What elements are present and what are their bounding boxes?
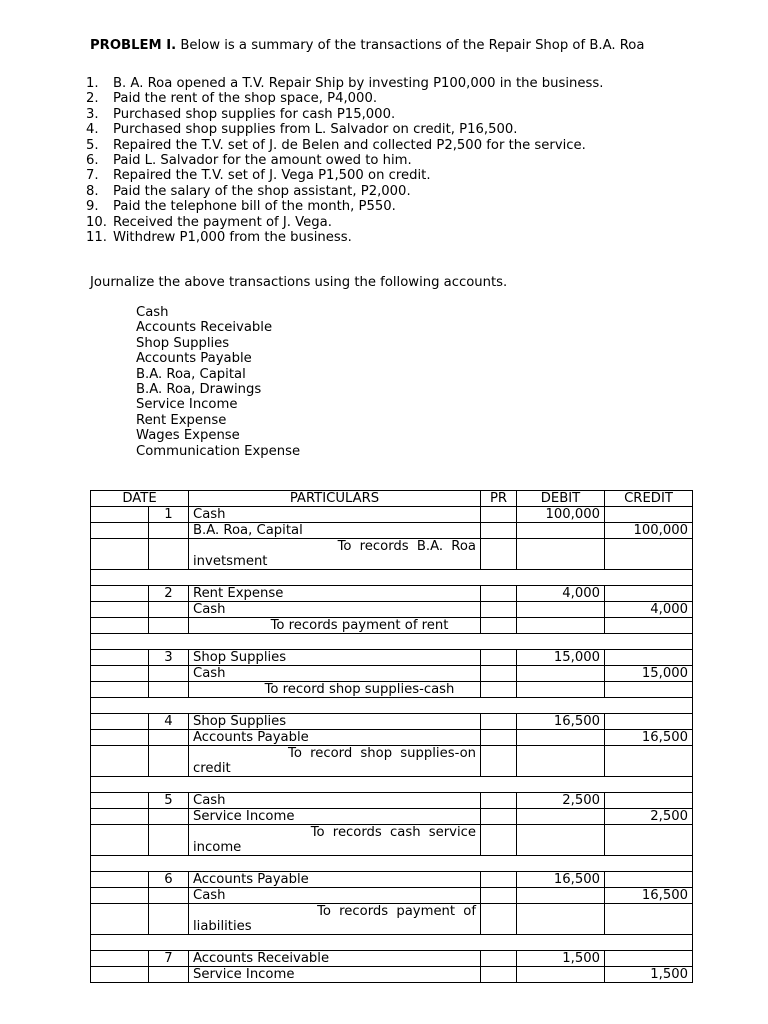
journal-credit-row <box>91 730 693 746</box>
pr-cell <box>481 809 517 825</box>
credit-amount: 1,500 <box>605 967 693 983</box>
credit-account: B.A. Roa, Capital <box>189 523 481 539</box>
credit-amount: 100,000 <box>605 523 693 539</box>
journal-description-row <box>91 539 693 570</box>
month-cell <box>91 967 149 983</box>
transaction-item <box>86 184 686 199</box>
header-debit: DEBIT <box>517 491 605 507</box>
problem-intro <box>90 38 690 53</box>
journal-description-row <box>91 825 693 856</box>
header-date: DATE <box>91 491 189 507</box>
transaction-text: Purchased shop supplies for cash P15,000. <box>113 106 396 122</box>
transaction-number: 9. <box>86 199 99 215</box>
transaction-text: Received the payment of J. Vega. <box>113 214 332 230</box>
month-cell <box>91 951 149 967</box>
transaction-text: Paid L. Salvador for the amount owed to him. <box>113 153 412 169</box>
pr-cell <box>481 967 517 983</box>
month-cell <box>91 825 149 856</box>
entry-description <box>189 746 481 777</box>
spacer-cell <box>91 777 693 793</box>
account-item: B.A. Roa, Drawings <box>136 382 262 398</box>
transaction-number: 4. <box>86 122 99 138</box>
description-line: To record shop supplies-cash <box>264 682 455 697</box>
transaction-text: Repaired the T.V. set of J. de Belen and collected P2,500 for the service. <box>113 137 586 153</box>
day-cell <box>149 730 189 746</box>
pr-cell <box>481 714 517 730</box>
journal-description-row <box>91 904 693 935</box>
journal-credit-row <box>91 967 693 983</box>
spacer-cell <box>91 634 693 650</box>
credit-empty <box>605 650 693 666</box>
account-item: Cash <box>136 305 169 320</box>
day-cell: 2 <box>149 586 189 602</box>
debit-empty <box>517 888 605 904</box>
transaction-item <box>86 153 686 168</box>
transaction-text: Purchased shop supplies from L. Salvador on credit, P16,500. <box>113 122 518 138</box>
debit-empty <box>517 666 605 682</box>
day-cell <box>149 888 189 904</box>
transaction-number: 1. <box>86 76 99 91</box>
journal-description-row <box>91 682 693 698</box>
credit-empty <box>605 586 693 602</box>
pr-cell <box>481 825 517 856</box>
debit-empty <box>517 682 605 698</box>
credit-amount: 2,500 <box>605 809 693 825</box>
journal-spacer-row <box>91 634 693 650</box>
debit-account: Accounts Receivable <box>189 951 481 967</box>
day-cell <box>149 809 189 825</box>
account-item: Accounts Payable <box>136 351 252 367</box>
month-cell <box>91 872 149 888</box>
transaction-item <box>86 215 686 230</box>
credit-empty <box>605 951 693 967</box>
transaction-text: Repaired the T.V. set of J. Vega P1,500 on credit. <box>113 168 431 184</box>
credit-empty <box>605 872 693 888</box>
credit-empty <box>605 618 693 634</box>
journal-debit-row <box>91 872 693 888</box>
month-cell <box>91 730 149 746</box>
account-item: Accounts Receivable <box>136 320 273 336</box>
transaction-text: Paid the telephone bill of the month, P550. <box>113 199 396 215</box>
month-cell <box>91 523 149 539</box>
transaction-item <box>86 230 686 245</box>
pr-cell <box>481 888 517 904</box>
transaction-number: 6. <box>86 153 99 169</box>
month-cell <box>91 539 149 570</box>
debit-amount: 16,500 <box>517 714 605 730</box>
journal-debit-row <box>91 951 693 967</box>
journal-header-row <box>91 491 693 507</box>
credit-amount: 16,500 <box>605 888 693 904</box>
month-cell <box>91 746 149 777</box>
debit-empty <box>517 967 605 983</box>
debit-amount: 4,000 <box>517 586 605 602</box>
journal-spacer-row <box>91 570 693 586</box>
header-pr: PR <box>481 491 517 507</box>
entry-description <box>189 682 481 698</box>
credit-empty <box>605 746 693 777</box>
pr-cell <box>481 586 517 602</box>
day-cell: 5 <box>149 793 189 809</box>
credit-account: Service Income <box>189 967 481 983</box>
day-cell: 7 <box>149 951 189 967</box>
transaction-text: B. A. Roa opened a T.V. Repair Ship by investing P100,000 in the business. <box>113 76 604 91</box>
pr-cell <box>481 793 517 809</box>
pr-cell <box>481 523 517 539</box>
debit-empty <box>517 809 605 825</box>
spacer-cell <box>91 935 693 951</box>
day-cell: 4 <box>149 714 189 730</box>
account-item: Service Income <box>136 397 238 413</box>
credit-empty <box>605 539 693 570</box>
journal-spacer-row <box>91 698 693 714</box>
pr-cell <box>481 872 517 888</box>
credit-account: Cash <box>189 602 481 618</box>
journal-credit-row <box>91 523 693 539</box>
month-cell <box>91 793 149 809</box>
transaction-text: Paid the salary of the shop assistant, P2,000. <box>113 183 411 199</box>
debit-amount: 1,500 <box>517 951 605 967</box>
journal-body <box>91 507 693 983</box>
journal-credit-row <box>91 888 693 904</box>
month-cell <box>91 666 149 682</box>
journal-debit-row <box>91 586 693 602</box>
description-line: To record shop supplies-on <box>288 746 476 761</box>
month-cell <box>91 618 149 634</box>
account-list <box>136 305 300 459</box>
debit-account: Shop Supplies <box>189 650 481 666</box>
transaction-item <box>86 168 686 183</box>
pr-cell <box>481 746 517 777</box>
month-cell <box>91 602 149 618</box>
transaction-number: 2. <box>86 91 99 107</box>
problem-intro-text: Below is a summary of the transactions of the Repair Shop of B.A. Roa <box>180 38 645 53</box>
spacer-cell <box>91 698 693 714</box>
journal-debit-row <box>91 714 693 730</box>
account-item: Communication Expense <box>136 443 301 459</box>
transaction-text: Paid the rent of the shop space, P4,000. <box>113 91 378 107</box>
transaction-number: 10. <box>86 214 107 230</box>
account-item: Wages Expense <box>136 428 240 444</box>
day-cell <box>149 825 189 856</box>
pr-cell <box>481 666 517 682</box>
day-cell: 6 <box>149 872 189 888</box>
account-item: B.A. Roa, Capital <box>136 366 246 382</box>
day-cell <box>149 682 189 698</box>
transaction-list <box>86 76 686 245</box>
spacer-cell <box>91 570 693 586</box>
debit-account: Cash <box>189 507 481 523</box>
spacer-cell <box>91 856 693 872</box>
day-cell <box>149 904 189 935</box>
month-cell <box>91 714 149 730</box>
credit-amount: 16,500 <box>605 730 693 746</box>
day-cell <box>149 967 189 983</box>
transaction-item <box>86 122 686 137</box>
header-credit: CREDIT <box>605 491 693 507</box>
month-cell <box>91 507 149 523</box>
day-cell <box>149 523 189 539</box>
journal-description-row <box>91 618 693 634</box>
credit-account: Cash <box>189 888 481 904</box>
credit-account: Service Income <box>189 809 481 825</box>
description-continuation: invetsment <box>193 554 268 569</box>
pr-cell <box>481 539 517 570</box>
debit-empty <box>517 730 605 746</box>
description-line: To records payment of <box>317 904 476 919</box>
debit-account: Cash <box>189 793 481 809</box>
day-cell: 1 <box>149 507 189 523</box>
credit-account: Accounts Payable <box>189 730 481 746</box>
transaction-item <box>86 91 686 106</box>
transaction-number: 11. <box>86 230 107 246</box>
credit-account: Cash <box>189 666 481 682</box>
header-particulars: PARTICULARS <box>189 491 481 507</box>
debit-empty <box>517 523 605 539</box>
journal-description-row <box>91 746 693 777</box>
entry-description <box>189 904 481 935</box>
journal-table <box>90 490 693 983</box>
pr-cell <box>481 682 517 698</box>
debit-account: Accounts Payable <box>189 872 481 888</box>
day-cell <box>149 618 189 634</box>
debit-empty <box>517 746 605 777</box>
entry-description <box>189 825 481 856</box>
journal-debit-row <box>91 793 693 809</box>
transaction-number: 3. <box>86 106 99 122</box>
debit-amount: 15,000 <box>517 650 605 666</box>
month-cell <box>91 809 149 825</box>
transaction-number: 5. <box>86 137 99 153</box>
instruction-text: Journalize the above transactions using the following accounts. <box>90 275 508 290</box>
credit-empty <box>605 904 693 935</box>
credit-amount: 4,000 <box>605 602 693 618</box>
month-cell <box>91 650 149 666</box>
debit-amount: 16,500 <box>517 872 605 888</box>
pr-cell <box>481 602 517 618</box>
day-cell <box>149 539 189 570</box>
journal-credit-row <box>91 809 693 825</box>
day-cell <box>149 666 189 682</box>
debit-empty <box>517 904 605 935</box>
debit-empty <box>517 539 605 570</box>
journal-credit-row <box>91 602 693 618</box>
description-continuation: liabilities <box>193 919 252 934</box>
transaction-item <box>86 138 686 153</box>
credit-empty <box>605 793 693 809</box>
pr-cell <box>481 730 517 746</box>
description-line: To records payment of rent <box>270 618 449 633</box>
entry-description <box>189 618 481 634</box>
transaction-item <box>86 199 686 214</box>
transaction-number: 7. <box>86 168 99 184</box>
transaction-item <box>86 107 686 122</box>
journal-credit-row <box>91 666 693 682</box>
description-line: To records B.A. Roa <box>337 539 476 554</box>
credit-empty <box>605 507 693 523</box>
description-continuation: credit <box>193 761 231 776</box>
debit-amount: 2,500 <box>517 793 605 809</box>
day-cell <box>149 602 189 618</box>
account-item: Shop Supplies <box>136 335 230 351</box>
pr-cell <box>481 507 517 523</box>
pr-cell <box>481 951 517 967</box>
credit-empty <box>605 825 693 856</box>
debit-empty <box>517 602 605 618</box>
description-continuation: income <box>193 840 242 855</box>
account-item: Rent Expense <box>136 412 227 428</box>
credit-empty <box>605 682 693 698</box>
journal-spacer-row <box>91 777 693 793</box>
debit-account: Rent Expense <box>189 586 481 602</box>
day-cell: 3 <box>149 650 189 666</box>
month-cell <box>91 904 149 935</box>
pr-cell <box>481 650 517 666</box>
transaction-item <box>86 76 686 91</box>
journal-spacer-row <box>91 935 693 951</box>
day-cell <box>149 746 189 777</box>
description-line: To records cash service <box>310 825 476 840</box>
transaction-number: 8. <box>86 183 99 199</box>
debit-empty <box>517 825 605 856</box>
journal-spacer-row <box>91 856 693 872</box>
transaction-text: Withdrew P1,000 from the business. <box>113 230 352 246</box>
journal-debit-row <box>91 650 693 666</box>
month-cell <box>91 888 149 904</box>
debit-empty <box>517 618 605 634</box>
debit-account: Shop Supplies <box>189 714 481 730</box>
problem-heading: PROBLEM I. <box>90 38 177 53</box>
pr-cell <box>481 618 517 634</box>
credit-empty <box>605 714 693 730</box>
month-cell <box>91 682 149 698</box>
debit-amount: 100,000 <box>517 507 605 523</box>
month-cell <box>91 586 149 602</box>
journal-debit-row <box>91 507 693 523</box>
pr-cell <box>481 904 517 935</box>
credit-amount: 15,000 <box>605 666 693 682</box>
entry-description <box>189 539 481 570</box>
